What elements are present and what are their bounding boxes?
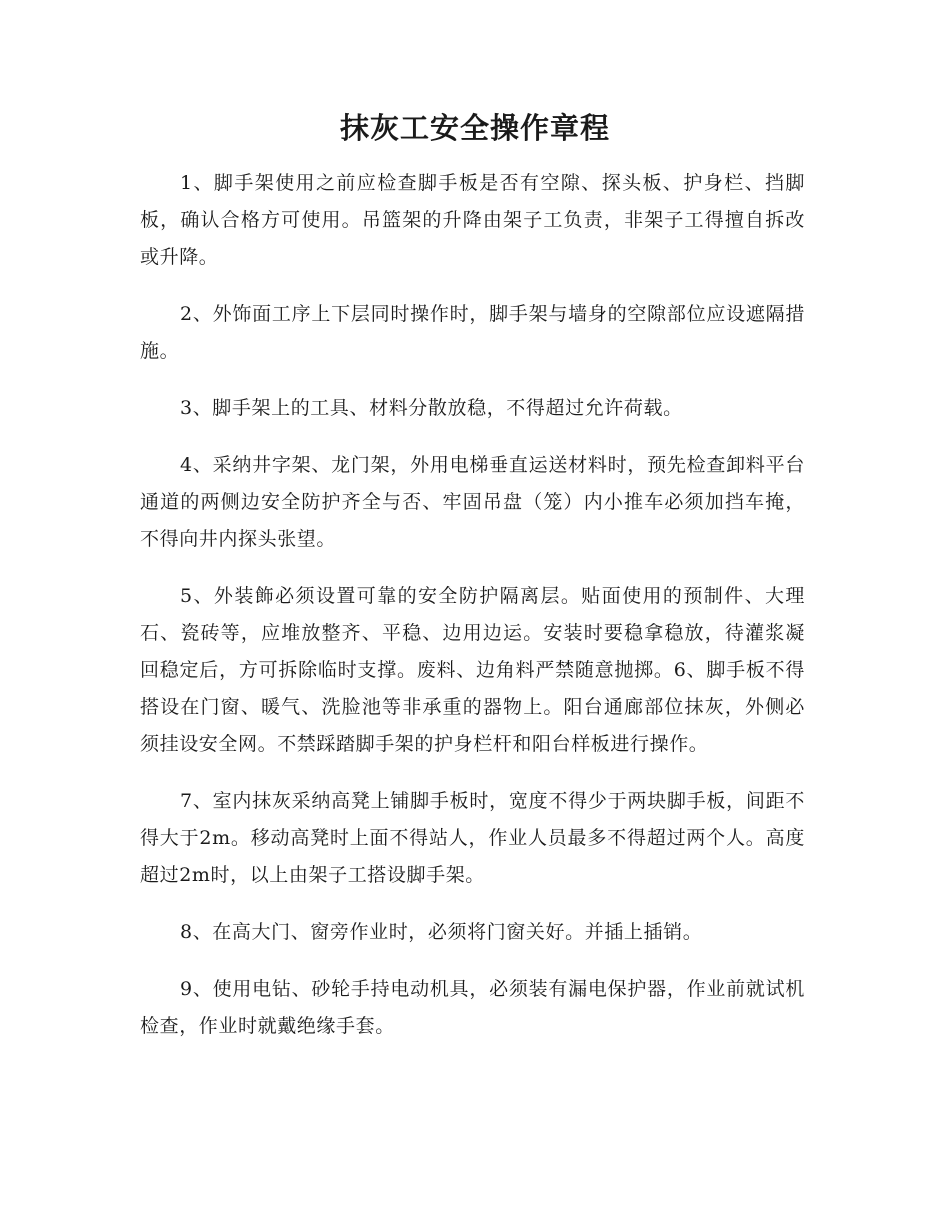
document-title: 抹灰工安全操作章程	[339, 111, 610, 145]
paragraph-2: 2、外饰面工序上下层同时操作时，脚手架与墙身的空隙部位应设遮隔措施。	[140, 303, 805, 362]
paragraph-5: 5、外装飾必须设置可靠的安全防护隔离层。贴面使用的预制件、大理石、瓷砖等，应堆放整齐、平稳、边用边运。安装时要稳拿稳放，待灌浆凝回稳定后，方可拆除临时支撑。废料、边角料严禁随意抛掷。6、脚手板不得搭设在门窗、暖气、洗脸池等非承重的器物上。阳台通廊部位抹灰，外侧必须挂设安全网。不禁踩踏脚手架的护身栏杆和阳台样板进行操作。	[140, 585, 805, 755]
paragraph-3: 3、脚手架上的工具、材料分散放稳，不得超过允许荷载。	[180, 397, 683, 419]
paragraph-1: 1、脚手架使用之前应检查脚手板是否有空隙、探头板、护身栏、挡脚板，确认合格方可使用。吊篮架的升降由架子工负责，非架子工得擅自拆改或升降。	[140, 172, 805, 268]
paragraph-4: 4、采纳井字架、龙门架，外用电梯垂直运送材料时，预先检查卸料平台通道的两侧边安全防护齐全与否、牢固吊盘（笼）内小推车必须加挡车掩，不得向井内探头张望。	[140, 454, 805, 550]
document-body	[140, 165, 805, 1065]
paragraph-7: 7、室内抹灰采纳高凳上铺脚手板时，宽度不得少于两块脚手板，间距不得大于2m。移动高凳时上面不得站人，作业人员最多不得超过两个人。高度超过2m时，以上由架子工搭设脚手架。	[140, 790, 805, 886]
paragraph-9: 9、使用电钻、砂轮手持电动机具，必须装有漏电保护器，作业前就试机检查，作业时就戴绝缘手套。	[140, 978, 805, 1037]
paragraph-8: 8、在高大门、窗旁作业时，必须将门窗关好。并插上插销。	[180, 921, 703, 943]
